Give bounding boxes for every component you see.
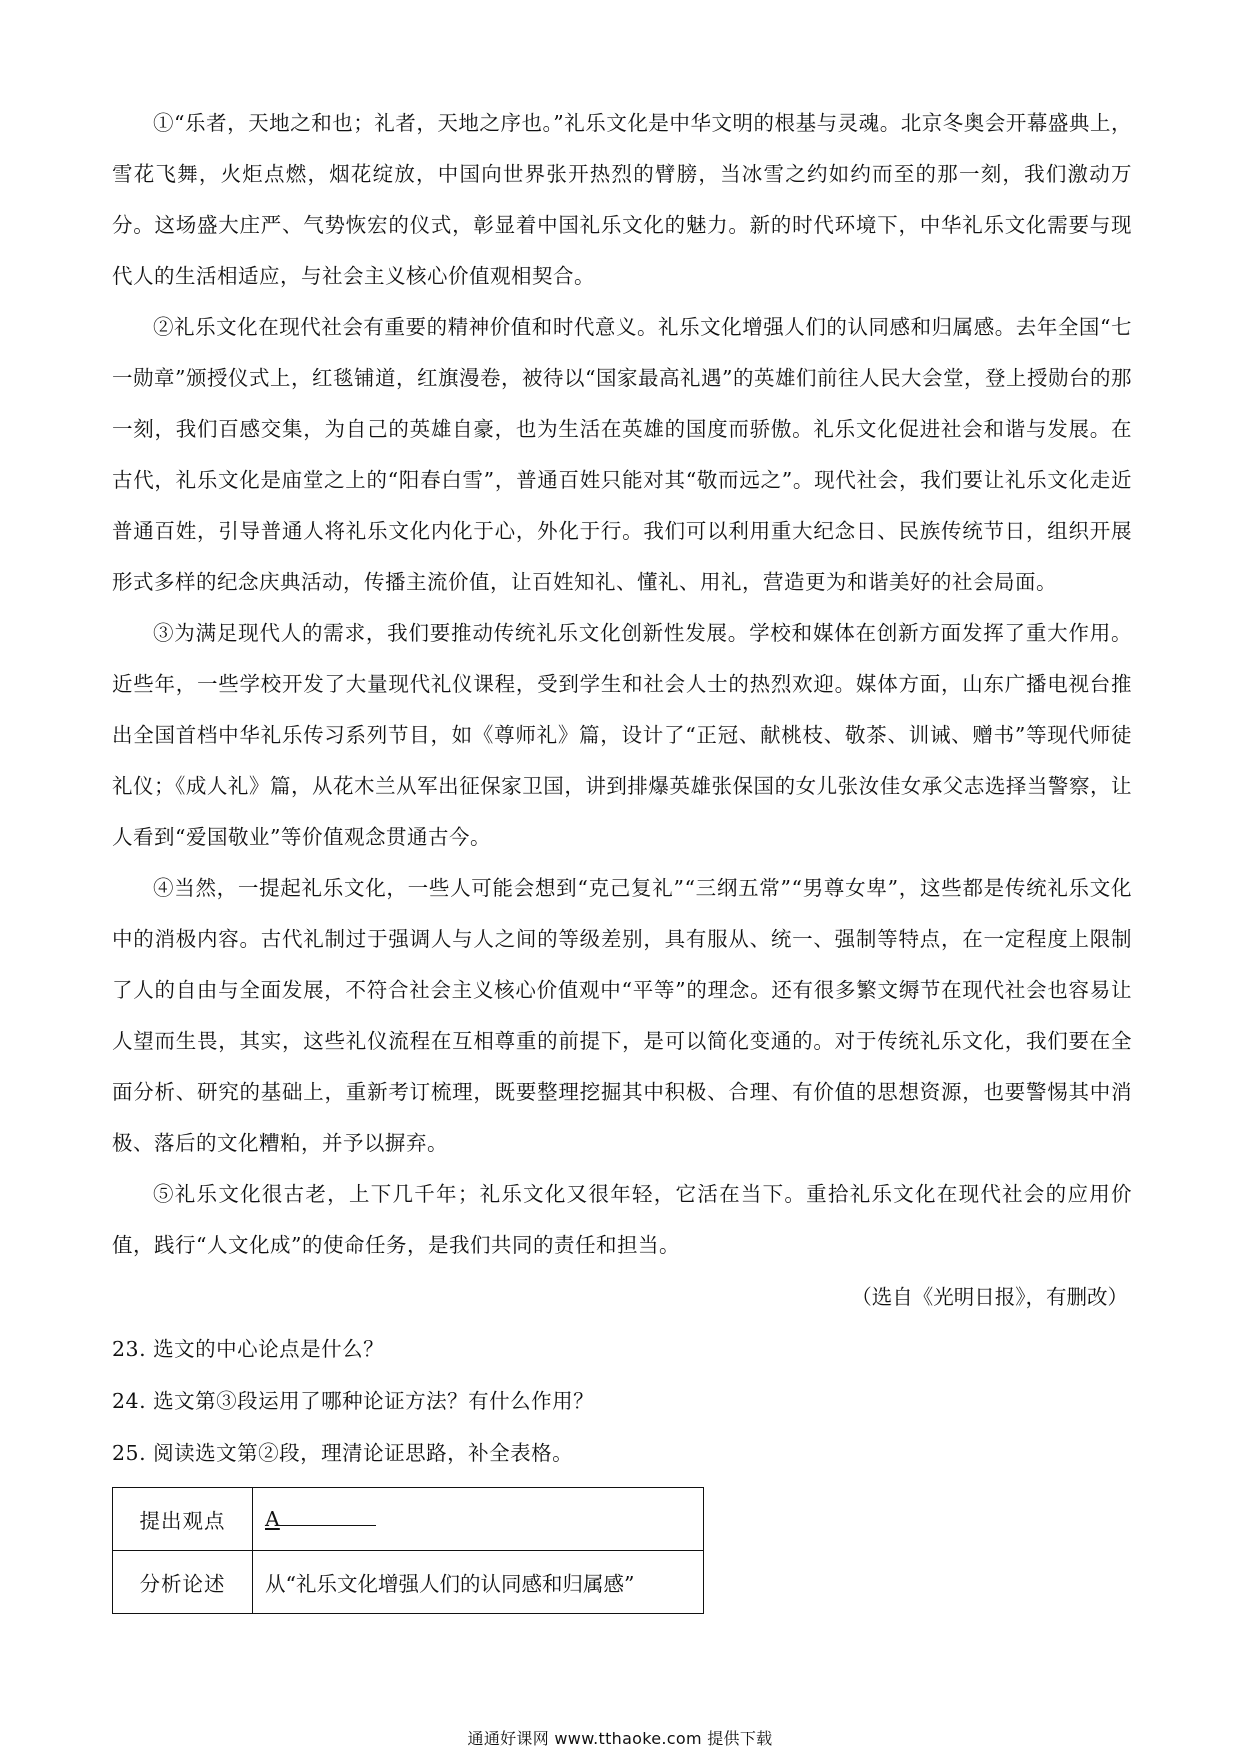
question-24: 24. 选文第③段运用了哪种论证方法？有什么作用？ [112,1389,595,1413]
document-page [112,98,1132,1614]
table-row [113,1488,704,1551]
table-cell-analysis: 从“礼乐文化增强人们的认同感和归属感” [253,1551,704,1614]
paragraph-5: ⑤礼乐文化很古老，上下几千年；礼乐文化又很年轻，它活在当下。重拾礼乐文化在现代社会的应用价值，践行“人文化成”的使命任务，是我们共同的责任和担当。 [112,1182,1132,1257]
paragraph-2: ②礼乐文化在现代社会有重要的精神价值和时代意义。礼乐文化增强人们的认同感和归属感。去年全国“七一勋章”颁授仪式上，红毯铺道，红旗漫卷，被待以“国家最高礼遇”的英雄们前往人民大会堂，登上授勋台的那一刻，我们百感交集，为自己的英雄自豪，也为生活在英雄的国度而骄傲。礼乐文化促进社会和谐与发展。在古代，礼乐文化是庙堂之上的“阳春白雪”，普通百姓只能对其“敬而远之”。现代社会，我们要让礼乐文化走近普通百姓，引导普通人将礼乐文化内化于心，外化于行。我们可以利用重大纪念日、民族传统节日，组织开展形式多样的纪念庆典活动，传播主流价值，让百姓知礼、懂礼、用礼，营造更为和谐美好的社会局面。 [112,315,1132,594]
article-body [112,98,1132,1323]
table-label-analysis: 分析论述 [113,1551,253,1614]
paragraph-1: ①“乐者，天地之和也；礼者，天地之序也。”礼乐文化是中华文明的根基与灵魂。北京冬奥会开幕盛典上，雪花飞舞，火炬点燃，烟花绽放，中国向世界张开热烈的臂膀，当冰雪之约如约而至的那一刻，我们激动万分。这场盛大庄严、气势恢宏的仪式，彰显着中国礼乐文化的魅力。新的时代环境下，中华礼乐文化需要与现代人的生活相适应，与社会主义核心价值观相契合。 [112,111,1132,288]
source-citation: （选自《光明日报》，有删改） [851,1285,1128,1309]
question-25: 25. 阅读选文第②段，理清论证思路，补全表格。 [112,1441,574,1465]
footer-watermark: 通通好课网 www.tthaoke.com 提供下载 [467,1729,773,1748]
table-label-propose: 提出观点 [113,1488,253,1551]
argument-structure-table [112,1487,704,1614]
paragraph-4: ④当然，一提起礼乐文化，一些人可能会想到“克己复礼”“三纲五常”“男尊女卑”，这些都是传统礼乐文化中的消极内容。古代礼制过于强调人与人之间的等级差别，具有服从、统一、强制等特点，在一定程度上限制了人的自由与全面发展，不符合社会主义核心价值观中“平等”的理念。还有很多繁文缛节在现代社会也容易让人望而生畏，其实，这些礼仪流程在互相尊重的前提下，是可以简化变通的。对于传统礼乐文化，我们要在全面分析、研究的基础上，重新考订梳理，既要整理挖掘其中积极、合理、有价值的思想资源，也要警惕其中消极、落后的文化糟粕，并予以摒弃。 [112,876,1132,1155]
blank-a-label: A [265,1507,280,1531]
answer-blank[interactable] [280,1525,376,1526]
table-cell-answer-a[interactable] [253,1488,704,1551]
question-23: 23. 选文的中心论点是什么？ [112,1337,385,1361]
paragraph-3: ③为满足现代人的需求，我们要推动传统礼乐文化创新性发展。学校和媒体在创新方面发挥了重大作用。近些年，一些学校开发了大量现代礼仪课程，受到学生和社会人士的热烈欢迎。媒体方面，山东广播电视台推出全国首档中华礼乐传习系列节目，如《尊师礼》篇，设计了“正冠、献桃枝、敬茶、训诫、赠书”等现代师徒礼仪；《成人礼》篇，从花木兰从军出征保家卫国，讲到排爆英雄张保国的女儿张汝佳女承父志选择当警察，让人看到“爱国敬业”等价值观念贯通古今。 [112,621,1132,849]
question-list [112,1323,1132,1479]
table-row [113,1551,704,1614]
